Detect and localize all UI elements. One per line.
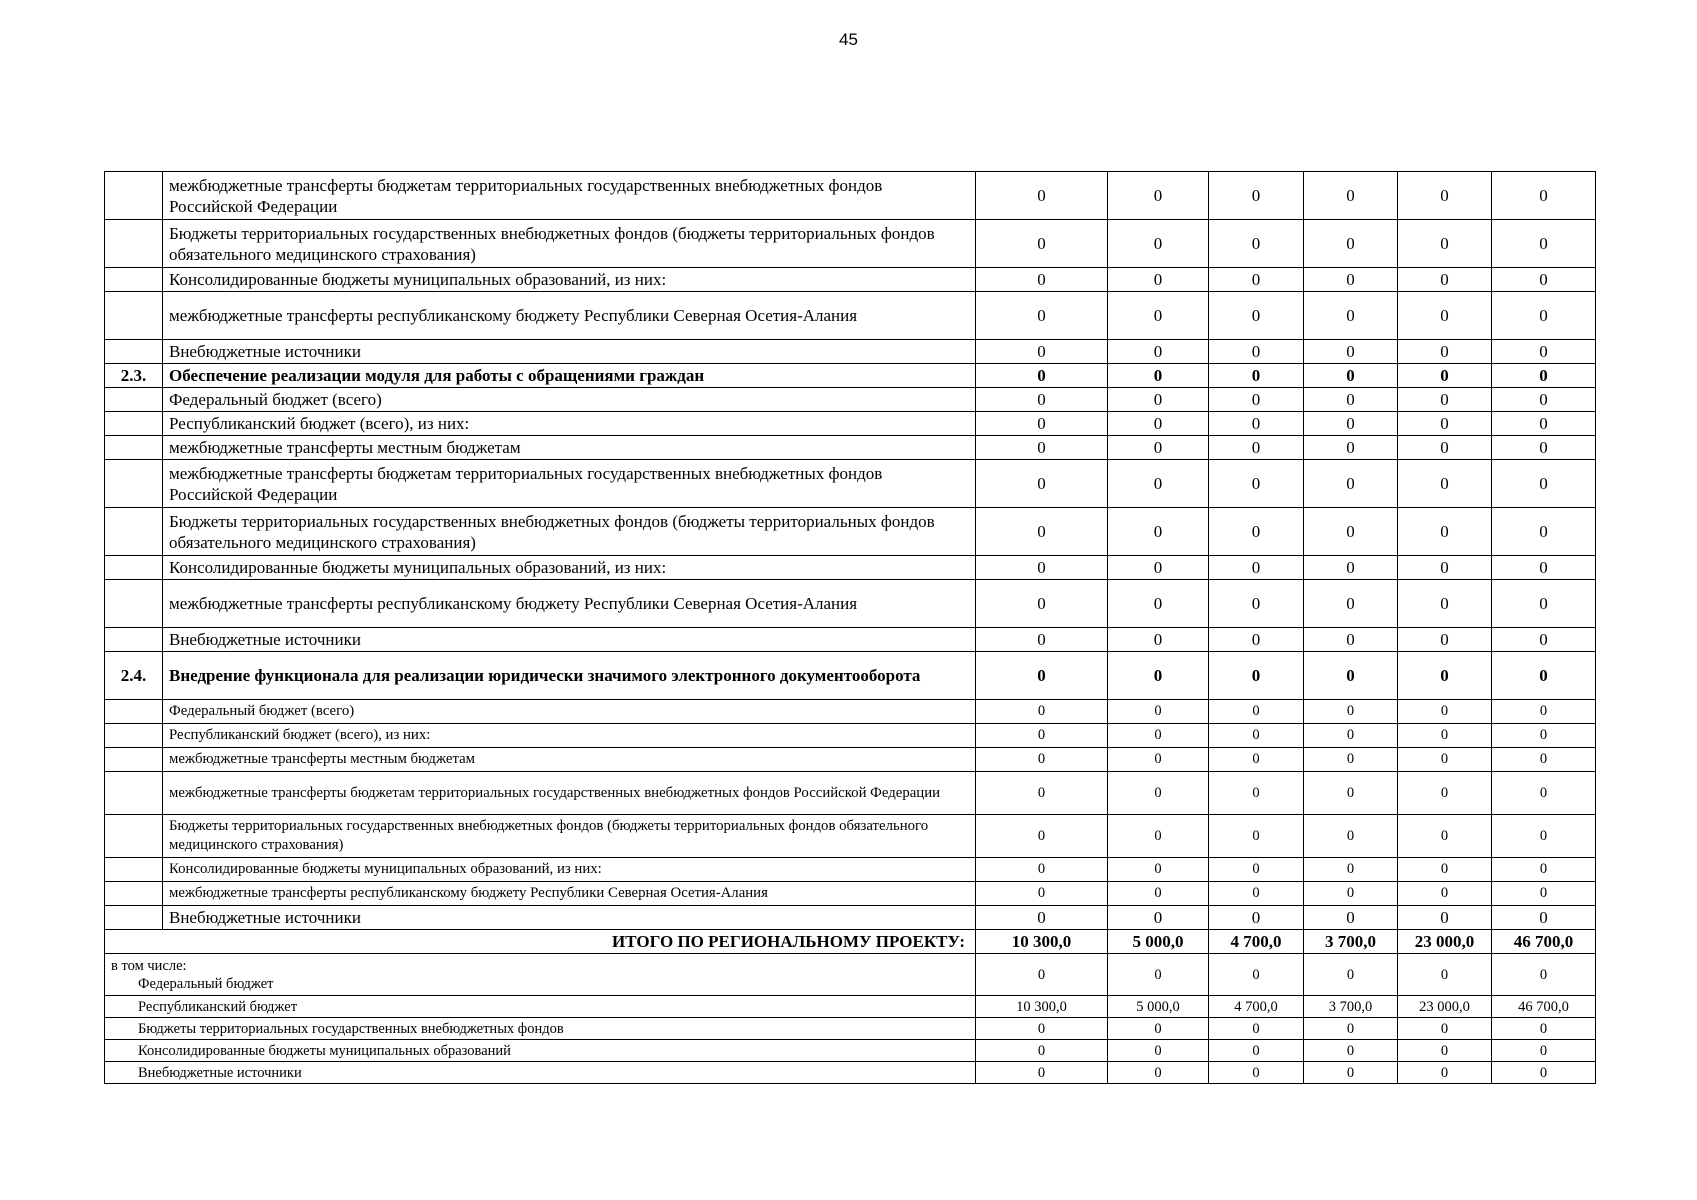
row-code: [105, 882, 163, 906]
total-value: 46 700,0: [1492, 930, 1596, 954]
table-row: [105, 815, 1596, 858]
row-value: 0: [1304, 412, 1398, 436]
row-code: [105, 724, 163, 748]
row-label: межбюджетные трансферты республиканскому бюджету Республики Северная Осетия-Алания: [163, 292, 976, 340]
summary-value: 0: [1492, 1040, 1596, 1062]
row-value: 0: [1304, 460, 1398, 508]
summary-value: 3 700,0: [1304, 996, 1398, 1018]
summary-value: 0: [1304, 1062, 1398, 1084]
row-value: 0: [1304, 882, 1398, 906]
row-value: 0: [1304, 268, 1398, 292]
row-value: 0: [1492, 906, 1596, 930]
row-label: межбюджетные трансферты местным бюджетам: [163, 436, 976, 460]
row-value: 0: [1108, 700, 1209, 724]
summary-value: 46 700,0: [1492, 996, 1596, 1018]
table-row: [105, 724, 1596, 748]
row-label: Бюджеты территориальных государственных внебюджетных фондов (бюджеты территориальных фондов обязательного медицинского страхования): [163, 220, 976, 268]
row-value: 0: [976, 220, 1108, 268]
table-row: [105, 460, 1596, 508]
summary-row: [105, 954, 1596, 996]
row-label: межбюджетные трансферты бюджетам территориальных государственных внебюджетных фондов Российской Федерации: [163, 172, 976, 220]
row-value: 0: [1108, 268, 1209, 292]
row-value: 0: [1209, 292, 1304, 340]
row-value: 0: [1492, 724, 1596, 748]
row-value: 0: [1492, 340, 1596, 364]
row-value: 0: [1108, 580, 1209, 628]
summary-value: 0: [976, 1018, 1108, 1040]
summary-row: [105, 996, 1596, 1018]
row-value: 0: [1209, 508, 1304, 556]
row-label: Внебюджетные источники: [163, 628, 976, 652]
row-value: 0: [1108, 858, 1209, 882]
row-code: [105, 628, 163, 652]
row-label: межбюджетные трансферты бюджетам территориальных государственных внебюджетных фондов Российской Федерации: [163, 772, 976, 815]
summary-value: 23 000,0: [1398, 996, 1492, 1018]
summary-value: 0: [1209, 1040, 1304, 1062]
row-value: 0: [1492, 292, 1596, 340]
row-code: [105, 460, 163, 508]
table-row: [105, 292, 1596, 340]
row-value: 0: [1398, 580, 1492, 628]
row-value: 0: [1108, 220, 1209, 268]
budget-table: [104, 171, 1596, 1084]
table-row: [105, 412, 1596, 436]
row-value: 0: [976, 460, 1108, 508]
row-value: 0: [1209, 268, 1304, 292]
row-value: 0: [1108, 628, 1209, 652]
summary-label-cell: [105, 1040, 976, 1062]
summary-value: 0: [1492, 1018, 1596, 1040]
row-value: 0: [976, 748, 1108, 772]
row-value: 0: [1304, 172, 1398, 220]
row-value: 0: [1108, 172, 1209, 220]
row-label: Консолидированные бюджеты муниципальных образований, из них:: [163, 858, 976, 882]
summary-label: Бюджеты территориальных государственных внебюджетных фондов: [138, 1020, 564, 1037]
row-value: 0: [1492, 460, 1596, 508]
row-value: 0: [1398, 748, 1492, 772]
total-value: 5 000,0: [1108, 930, 1209, 954]
row-value: 0: [1209, 436, 1304, 460]
row-code: [105, 292, 163, 340]
row-label: Консолидированные бюджеты муниципальных образований, из них:: [163, 268, 976, 292]
row-code: [105, 748, 163, 772]
row-value: 0: [1492, 412, 1596, 436]
row-value: 0: [1398, 858, 1492, 882]
total-value: 3 700,0: [1304, 930, 1398, 954]
row-code: [105, 412, 163, 436]
table-row: [105, 906, 1596, 930]
table-row: [105, 700, 1596, 724]
row-label: Бюджеты территориальных государственных внебюджетных фондов (бюджеты территориальных фондов обязательного медицинского страхования): [163, 815, 976, 858]
row-value: 0: [1398, 388, 1492, 412]
row-value: 0: [1492, 556, 1596, 580]
row-value: 0: [1304, 628, 1398, 652]
table-row: [105, 580, 1596, 628]
total-label: ИТОГО ПО РЕГИОНАЛЬНОМУ ПРОЕКТУ:: [105, 930, 976, 954]
row-value: 0: [1209, 772, 1304, 815]
table-row: [105, 748, 1596, 772]
table-row: [105, 772, 1596, 815]
row-value: 0: [1492, 652, 1596, 700]
row-value: 0: [1492, 772, 1596, 815]
row-value: 0: [976, 906, 1108, 930]
row-value: 0: [1209, 340, 1304, 364]
row-value: 0: [1398, 460, 1492, 508]
table-row: [105, 172, 1596, 220]
row-label: Федеральный бюджет (всего): [163, 700, 976, 724]
row-label: межбюджетные трансферты республиканскому бюджету Республики Северная Осетия-Алания: [163, 882, 976, 906]
row-code: [105, 268, 163, 292]
row-value: 0: [976, 508, 1108, 556]
table-row: [105, 340, 1596, 364]
row-value: 0: [1492, 436, 1596, 460]
row-value: 0: [1304, 292, 1398, 340]
summary-value: 0: [1492, 954, 1596, 996]
row-value: 0: [1304, 700, 1398, 724]
row-label: Внебюджетные источники: [163, 340, 976, 364]
summary-value: 0: [1209, 1018, 1304, 1040]
row-value: 0: [1398, 508, 1492, 556]
row-value: 0: [1108, 748, 1209, 772]
summary-value: 0: [1398, 1040, 1492, 1062]
row-value: 0: [1304, 388, 1398, 412]
summary-value: 0: [1304, 1040, 1398, 1062]
row-code: [105, 858, 163, 882]
section-row: [105, 652, 1596, 700]
summary-value: 0: [976, 1062, 1108, 1084]
row-value: 0: [1492, 220, 1596, 268]
summary-row: [105, 1018, 1596, 1040]
section-row: [105, 364, 1596, 388]
row-code: [105, 508, 163, 556]
row-value: 0: [1108, 652, 1209, 700]
summary-value: 5 000,0: [1108, 996, 1209, 1018]
row-value: 0: [976, 412, 1108, 436]
summary-label: Внебюджетные источники: [138, 1064, 302, 1081]
summary-value: 0: [976, 954, 1108, 996]
summary-value: 0: [1108, 1018, 1209, 1040]
summary-label: Консолидированные бюджеты муниципальных образований: [138, 1042, 511, 1059]
summary-value: 0: [1304, 954, 1398, 996]
row-label: Внебюджетные источники: [163, 906, 976, 930]
row-value: 0: [1492, 700, 1596, 724]
row-value: 0: [1209, 172, 1304, 220]
row-value: 0: [1398, 292, 1492, 340]
row-value: 0: [1209, 460, 1304, 508]
summary-value: 4 700,0: [1209, 996, 1304, 1018]
row-value: 0: [1209, 556, 1304, 580]
row-label: Внедрение функционала для реализации юридически значимого электронного документооборота: [163, 652, 976, 700]
summary-label: Федеральный бюджет: [138, 975, 274, 992]
row-value: 0: [1398, 724, 1492, 748]
row-code: 2.4.: [105, 652, 163, 700]
row-value: 0: [1108, 882, 1209, 906]
summary-value: 0: [1398, 954, 1492, 996]
row-value: 0: [976, 882, 1108, 906]
row-value: 0: [1209, 748, 1304, 772]
summary-label: Республиканский бюджет: [138, 998, 298, 1015]
summary-value: 0: [1304, 1018, 1398, 1040]
summary-value: 10 300,0: [976, 996, 1108, 1018]
row-code: [105, 815, 163, 858]
summary-value: 0: [1492, 1062, 1596, 1084]
row-label: Республиканский бюджет (всего), из них:: [163, 412, 976, 436]
row-value: 0: [1492, 858, 1596, 882]
row-label: межбюджетные трансферты бюджетам территориальных государственных внебюджетных фондов Российской Федерации: [163, 460, 976, 508]
row-code: 2.3.: [105, 364, 163, 388]
row-value: 0: [976, 292, 1108, 340]
row-value: 0: [1398, 882, 1492, 906]
total-row: [105, 930, 1596, 954]
summary-label-cell: [105, 996, 976, 1018]
row-value: 0: [1108, 292, 1209, 340]
summary-row: [105, 1040, 1596, 1062]
row-value: 0: [1304, 724, 1398, 748]
row-code: [105, 340, 163, 364]
summary-row: [105, 1062, 1596, 1084]
table-row: [105, 882, 1596, 906]
row-value: 0: [1492, 748, 1596, 772]
row-value: 0: [976, 700, 1108, 724]
summary-value: 0: [1398, 1018, 1492, 1040]
summary-prefix: в том числе:: [111, 957, 187, 974]
summary-value: 0: [976, 1040, 1108, 1062]
row-value: 0: [1209, 858, 1304, 882]
row-value: 0: [1398, 436, 1492, 460]
summary-value: 0: [1108, 1062, 1209, 1084]
row-value: 0: [976, 388, 1108, 412]
row-label: Обеспечение реализации модуля для работы с обращениями граждан: [163, 364, 976, 388]
summary-value: 0: [1209, 954, 1304, 996]
summary-value: 0: [1209, 1062, 1304, 1084]
row-value: 0: [1398, 412, 1492, 436]
row-value: 0: [1304, 508, 1398, 556]
row-value: 0: [1492, 364, 1596, 388]
row-value: 0: [1398, 364, 1492, 388]
budget-table-body: [105, 172, 1596, 1084]
row-value: 0: [1304, 364, 1398, 388]
row-value: 0: [1492, 815, 1596, 858]
row-value: 0: [1304, 815, 1398, 858]
row-value: 0: [1209, 388, 1304, 412]
row-value: 0: [1398, 556, 1492, 580]
row-value: 0: [1209, 906, 1304, 930]
row-value: 0: [976, 652, 1108, 700]
row-value: 0: [1398, 220, 1492, 268]
row-value: 0: [1209, 628, 1304, 652]
row-value: 0: [1108, 815, 1209, 858]
row-value: 0: [1108, 556, 1209, 580]
row-code: [105, 172, 163, 220]
row-value: 0: [1304, 858, 1398, 882]
total-value: 23 000,0: [1398, 930, 1492, 954]
row-value: 0: [1398, 628, 1492, 652]
row-value: 0: [1304, 340, 1398, 364]
row-value: 0: [1108, 906, 1209, 930]
summary-value: 0: [1108, 1040, 1209, 1062]
row-value: 0: [976, 556, 1108, 580]
row-value: 0: [1304, 652, 1398, 700]
row-value: 0: [1304, 220, 1398, 268]
table-row: [105, 436, 1596, 460]
row-value: 0: [976, 858, 1108, 882]
summary-label-cell: [105, 954, 976, 996]
row-code: [105, 220, 163, 268]
row-value: 0: [1398, 652, 1492, 700]
row-value: 0: [1209, 700, 1304, 724]
row-value: 0: [1108, 364, 1209, 388]
row-value: 0: [976, 268, 1108, 292]
row-value: 0: [976, 172, 1108, 220]
row-value: 0: [1304, 580, 1398, 628]
row-value: 0: [1209, 652, 1304, 700]
row-value: 0: [1398, 700, 1492, 724]
row-value: 0: [1209, 220, 1304, 268]
row-value: 0: [1398, 772, 1492, 815]
row-value: 0: [976, 772, 1108, 815]
row-value: 0: [1108, 772, 1209, 815]
row-value: 0: [976, 628, 1108, 652]
table-row: [105, 858, 1596, 882]
row-value: 0: [976, 436, 1108, 460]
row-label: Республиканский бюджет (всего), из них:: [163, 724, 976, 748]
total-value: 4 700,0: [1209, 930, 1304, 954]
row-code: [105, 772, 163, 815]
row-value: 0: [976, 815, 1108, 858]
row-value: 0: [1108, 388, 1209, 412]
summary-label-cell: [105, 1062, 976, 1084]
row-code: [105, 906, 163, 930]
row-value: 0: [1398, 172, 1492, 220]
row-value: 0: [1304, 556, 1398, 580]
row-value: 0: [976, 724, 1108, 748]
row-value: 0: [1209, 412, 1304, 436]
row-value: 0: [1492, 172, 1596, 220]
row-value: 0: [1304, 772, 1398, 815]
row-label: межбюджетные трансферты местным бюджетам: [163, 748, 976, 772]
row-value: 0: [1209, 882, 1304, 906]
row-code: [105, 700, 163, 724]
page-number: 45: [839, 30, 858, 49]
row-value: 0: [1304, 748, 1398, 772]
row-code: [105, 388, 163, 412]
row-value: 0: [976, 340, 1108, 364]
row-value: 0: [1398, 906, 1492, 930]
row-value: 0: [1492, 628, 1596, 652]
row-code: [105, 580, 163, 628]
row-value: 0: [1492, 580, 1596, 628]
row-value: 0: [1108, 724, 1209, 748]
summary-label-cell: [105, 1018, 976, 1040]
row-value: 0: [1108, 412, 1209, 436]
row-value: 0: [1398, 815, 1492, 858]
row-value: 0: [1398, 340, 1492, 364]
row-label: межбюджетные трансферты республиканскому бюджету Республики Северная Осетия-Алания: [163, 580, 976, 628]
row-value: 0: [1304, 436, 1398, 460]
row-value: 0: [1209, 724, 1304, 748]
row-value: 0: [1108, 340, 1209, 364]
row-value: 0: [1492, 268, 1596, 292]
row-label: Консолидированные бюджеты муниципальных образований, из них:: [163, 556, 976, 580]
row-value: 0: [1108, 436, 1209, 460]
row-value: 0: [1209, 364, 1304, 388]
row-value: 0: [1108, 460, 1209, 508]
row-value: 0: [976, 364, 1108, 388]
table-row: [105, 556, 1596, 580]
row-value: 0: [1492, 388, 1596, 412]
row-value: 0: [976, 580, 1108, 628]
total-value: 10 300,0: [976, 930, 1108, 954]
table-row: [105, 628, 1596, 652]
summary-value: 0: [1108, 954, 1209, 996]
table-row: [105, 220, 1596, 268]
row-value: 0: [1304, 906, 1398, 930]
table-row: [105, 508, 1596, 556]
row-label: Бюджеты территориальных государственных внебюджетных фондов (бюджеты территориальных фондов обязательного медицинского страхования): [163, 508, 976, 556]
table-row: [105, 268, 1596, 292]
row-value: 0: [1108, 508, 1209, 556]
row-value: 0: [1492, 882, 1596, 906]
summary-value: 0: [1398, 1062, 1492, 1084]
row-code: [105, 556, 163, 580]
row-label: Федеральный бюджет (всего): [163, 388, 976, 412]
row-value: 0: [1492, 508, 1596, 556]
row-value: 0: [1209, 815, 1304, 858]
row-code: [105, 436, 163, 460]
row-value: 0: [1398, 268, 1492, 292]
table-row: [105, 388, 1596, 412]
row-value: 0: [1209, 580, 1304, 628]
